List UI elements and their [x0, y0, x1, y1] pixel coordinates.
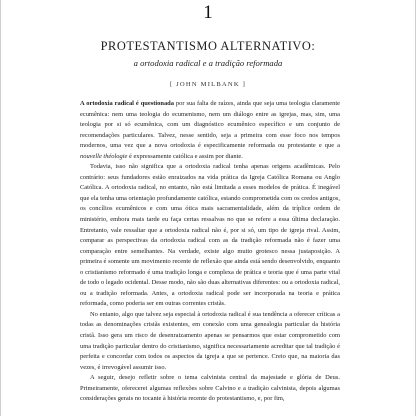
chapter-body: [80, 99, 340, 405]
paragraph-3: No entanto, algo que talvez seja especial à ortodoxia radical é sua tendência a oferecer críticas a todas as denominações cristãs existentes, em conexão com uma genealogia particular da história cristã. Isso gera um risco de desenraizamento apenas se pensarmos que estar comprometido com uma tradição particular dentro do cristianismo, significa necessariamente acreditar que tal tradição é perfeita e concordar com todos os aspectos da igreja a que se pertence. Creio que, na maioria das vezes, é irrevogável assumir isso.: [80, 310, 340, 371]
paragraph-1-text-1: por sua falta de raízes, ainda que seja uma teologia claramente ecumênica: nem uma teologia do ecumenismo, nem um diálogo entre as igrejas, mas, sim, uma teologia por si só ecumênica, com um diagnóstico ecumênico específico e um conjunto de recomendações particulares. Talvez, nesse sentido, seja a primeira com esse foco nos tempos modernos, uma vez que a nova ortodoxia é especificamente reformada ou protestante e que a: [80, 100, 340, 150]
paragraph-1-italic-term: nouvelle théologie: [80, 152, 128, 160]
chapter-number: 1: [203, 2, 213, 23]
paragraph-4: A seguir, desejo refletir sobre o tema calvinista central da majestade e glória de Deus. Primeiramente, oferecerei algumas reflexões sobre Calvino e a tradição calvinista, depois algumas considerações gerais no tocante à história recente do protestantismo, e, por fim,: [80, 374, 340, 403]
paragraph-1-text-2: é expressamente católica e assim por diante.: [127, 152, 243, 160]
author-line: [ JOHN MILBANK ]: [169, 81, 247, 88]
chapter-title: PROTESTANTISMO ALTERNATIVO:: [100, 39, 316, 53]
chapter-subtitle: a ortodoxia radical e a tradição reformada: [133, 58, 283, 68]
paragraph-2: Todavia, isso não significa que a ortodoxia radical tenha apenas origens acadêmicas. Pelo contrário: seus fundadores estão enraizados na vida prática da Igreja Católica Romana ou Anglo Católica. A ortodoxia radical, no entanto, não está limitada a esses modelos de prática. É inegável que ela tenha uma orientação profundamente católica, estando comprometida com os credos antigos, os concílios ecumênicos e com uma ótica mais sacramentalidade, além da tríplice ordem de ministério, embora mais tarde eu faça certas ressalvas no que se refere a essa última declaração. Entretanto, vale ressaltar que a ortodoxia radical não é, por si só, um tipo de igreja rival. Assim, comparar as perspectivas da ortodoxia radical com as da tradição reformada não é fazer uma comparação entre semelhantes. Na verdade, existe algo muito grotesco nessa justaposição. A primeira é somente um movimento recente de reflexão que ainda está sendo desenvolvido, enquanto o cristianismo reformado é uma tradição longa e complexa de prática e teoria que é uma parte vital de todo o legado ocidental. Desse modo, não são duas alternativas diferentes: ou a ortodoxia radical, ou a tradição reformada. Antes, a ortodoxia radical pode ser incorporada na teoria e prática reformada, como poderia ser em outras correntes cristãs.: [80, 163, 340, 308]
paragraph-1: [80, 99, 340, 162]
paragraph-1-lead: A ortodoxia radical é questionada: [80, 100, 174, 107]
